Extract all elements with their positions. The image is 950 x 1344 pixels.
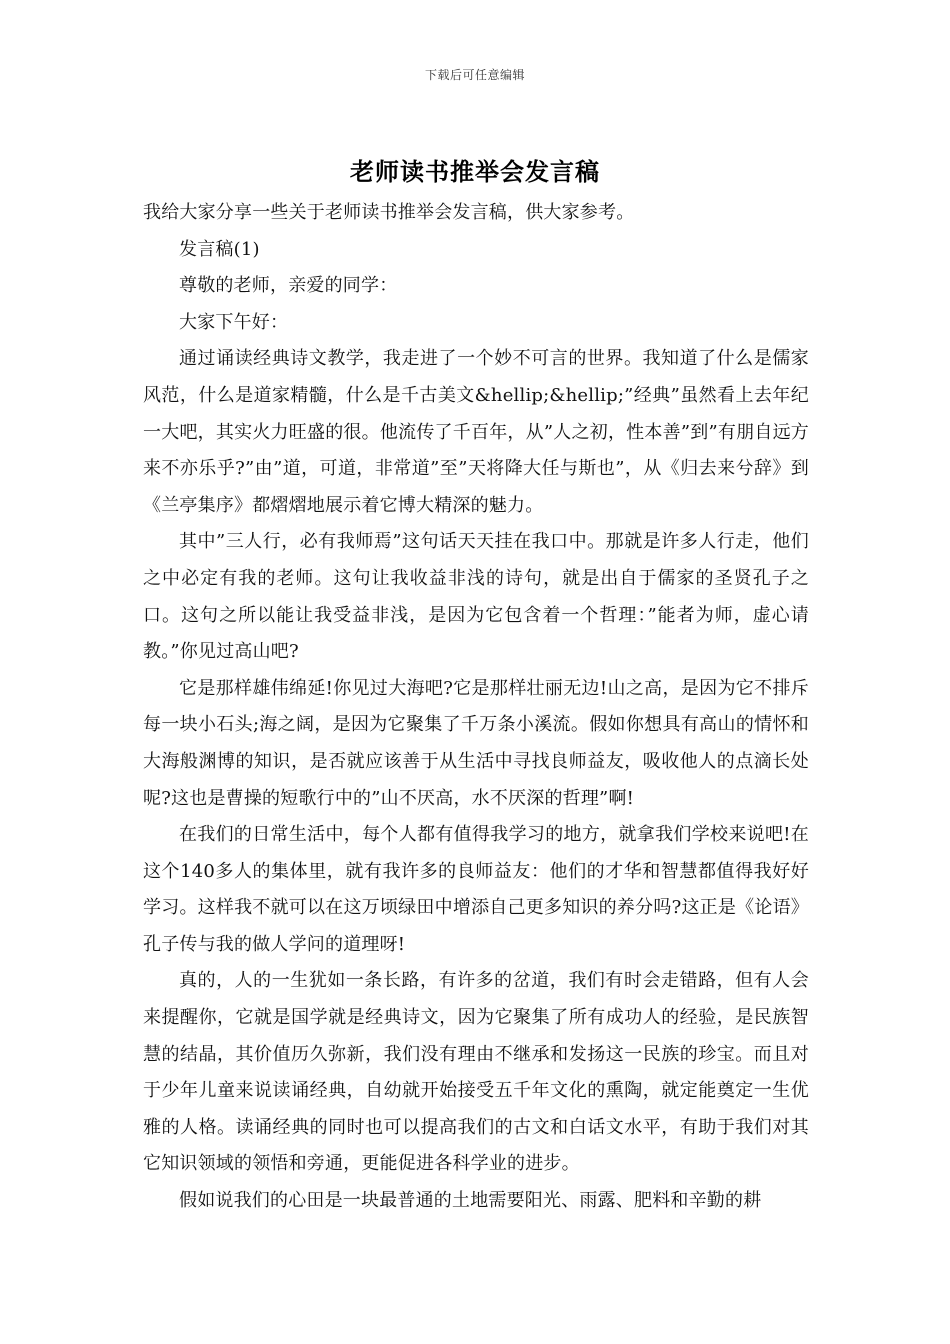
body-paragraph: 真的，人的一生犹如一条长路，有许多的岔道，我们有时会走错路，但有人会来提醒你，它就是国学就是经典诗文，因为它聚集了所有成功人的经验，是民族智慧的结晶，其价值历久弥新，我们没有理由不继承和发扬这一民族的珍宝。而且对于少年儿童来说读诵经典，自幼就开始接受五千年文化的熏陶，就定能奠定一生优雅的人格。读诵经典的同时也可以提高我们的古文和白话文水平，有助于我们对其它知识领域的领悟和旁通，更能促进各科学业的进步。 (143, 970, 809, 1175)
greeting: 大家下午好： (179, 311, 289, 333)
intro-paragraph: 我给大家分享一些关于老师读书推举会发言稿，供大家参考。 (143, 202, 635, 223)
body-paragraph: 它是那样雄伟绵延!你见过大海吧?它是那样壮丽无边!山之高，是因为它不排斥每一块小石头;海之阔，是因为它聚集了千万条小溪流。假如你想具有高山的情怀和大海般渊博的知识，是否就应该善于从生活中寻找良师益友，吸收他人的点滴长处呢?这也是曹操的短歌行中的”山不厌高，水不厌深的哲理”啊! (143, 677, 809, 809)
body-paragraph: 在我们的日常生活中，每个人都有值得我学习的地方，就拿我们学校来说吧!在这个140多人的集体里，就有我许多的良师益友：他们的才华和智慧都值得我好好学习。这样我不就可以在这万顷绿田中增添自己更多知识的养分吗?这正是《论语》孔子传与我的做人学问的道理呀! (143, 824, 809, 955)
body-paragraph: 通过诵读经典诗文教学，我走进了一个妙不可言的世界。我知道了什么是儒家风范，什么是道家精髓，什么是千古美文&hellip;&hellip;”经典”虽然看上去年纪一大吧，其实火力旺盛的很。他流传了千百年，从”人之初，性本善”到”有朋自远方来不亦乐乎?”由”道，可道，非常道”至”天将降大任与斯也”，从《归去来兮辞》到《兰亭集序》都熠熠地展示着它博大精深的魅力。 (143, 348, 809, 516)
body-paragraph: 其中”三人行，必有我师焉”这句话天天挂在我口中。那就是许多人行走，他们之中必定有我的老师。这句让我收益非浅的诗句，就是出自于儒家的圣贤孔子之口。这句之所以能让我受益非浅，是因为它包含着一个哲理：”能者为师，虚心请教。”你见过高山吧? (143, 531, 809, 663)
speech-heading: 发言稿(1) (179, 238, 260, 260)
document-body (143, 195, 809, 1220)
body-paragraph: 假如说我们的心田是一块最普通的土地需要阳光、雨露、肥料和辛勤的耕 (179, 1190, 762, 1212)
document-title: 老师读书推举会发言稿 (350, 157, 600, 186)
salutation: 尊敬的老师，亲爱的同学： (179, 275, 398, 297)
header-note: 下载后可任意编辑 (424, 68, 525, 82)
